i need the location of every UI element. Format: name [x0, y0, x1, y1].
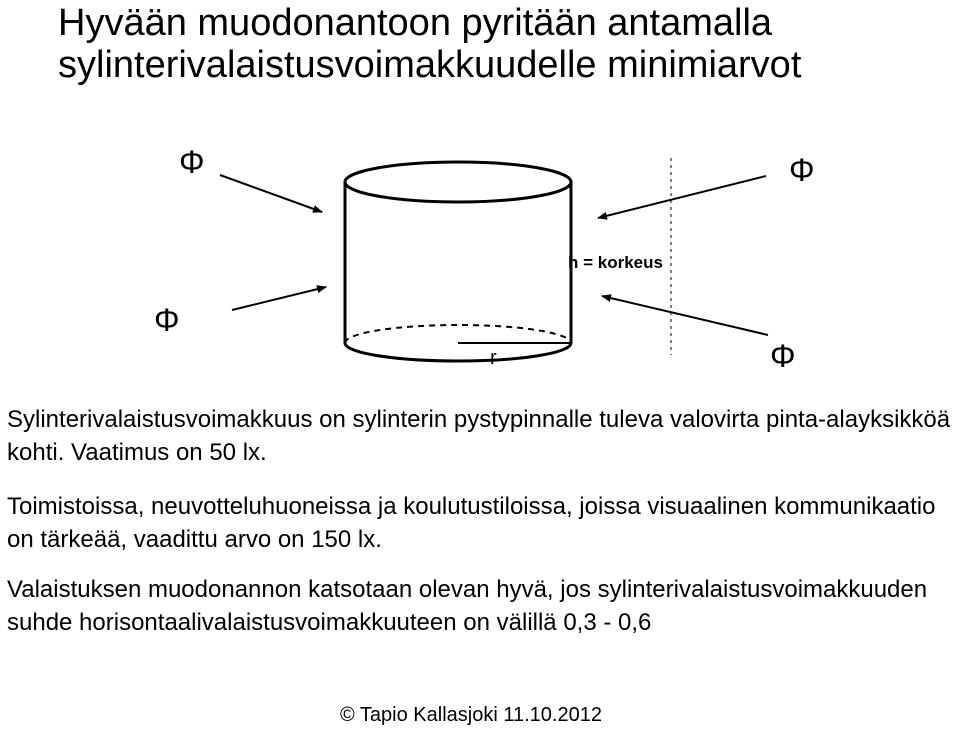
- ratio-paragraph: Valaistuksen muodonannon katsotaan olevan hyvä, jos sylinterivalaistusvoimakkuuden suhde horisontaalivalaistusvoimakkuuteen on välillä 0,3 - 0,6: [7, 576, 928, 636]
- phi-symbol-top-left: Φ: [179, 144, 205, 180]
- cylinder-top-ellipse: [345, 162, 571, 202]
- arrow-bottom-right: [602, 296, 768, 335]
- phi-symbol-bottom-right: Φ: [770, 338, 796, 374]
- offices-paragraph: Toimistoissa, neuvotteluhuoneissa ja koulutustiloissa, joissa visuaalinen kommunikaatio on tärkeää, vaadittu arvo on 150 lx.: [7, 493, 936, 553]
- arrow-top-left: [220, 175, 322, 212]
- slide-title-line-2: sylinterivalaistusvoimakkuudelle minimiarvot: [58, 44, 802, 86]
- cylinder-bottom-back: [345, 325, 571, 343]
- slide-title-line-1: Hyvään muodonantoon pyritään antamalla: [58, 2, 773, 44]
- phi-symbol-bottom-left: Φ: [154, 302, 180, 338]
- phi-symbol-top-right: Φ: [789, 152, 815, 188]
- arrow-top-right: [598, 176, 766, 218]
- height-label: h = korkeus: [568, 253, 663, 272]
- definition-paragraph: Sylinterivalaistusvoimakkuus on sylinterin pystypinnalle tuleva valovirta pinta-alayksikköä kohti. Vaatimus on 50 lx.: [7, 406, 951, 466]
- copyright-footer: © Tapio Kallasjoki 11.10.2012: [340, 704, 602, 726]
- arrow-bottom-left: [232, 287, 326, 310]
- radius-label: r: [490, 347, 497, 369]
- cylinder-bottom-front: [345, 343, 571, 361]
